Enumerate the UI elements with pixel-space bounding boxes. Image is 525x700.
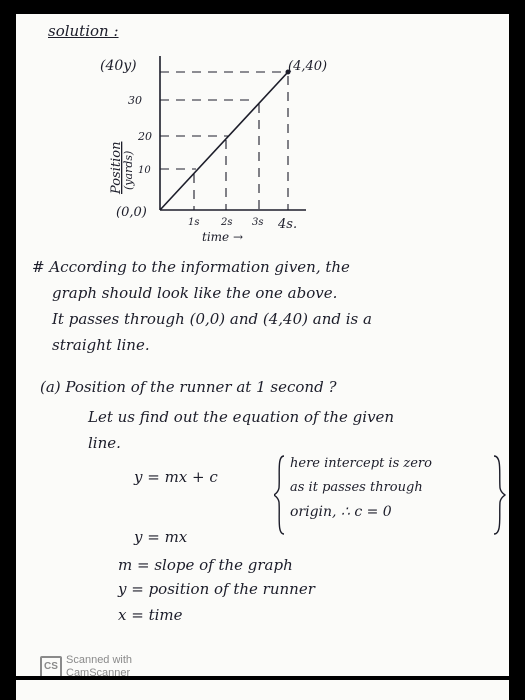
part-a-intro-2: line. — [88, 434, 121, 452]
intercept-note — [274, 452, 509, 542]
explanation-line-4: straight line. — [52, 336, 150, 354]
intercept-note-line-3: origin, ∴ c = 0 — [290, 504, 392, 520]
data-line — [160, 72, 288, 210]
intercept-note-line-2: as it passes through — [290, 480, 423, 495]
origin-label: (0,0) — [116, 205, 147, 220]
y-top-label: (40y) — [100, 58, 137, 74]
camscanner-logo-icon: CS — [40, 656, 62, 676]
explanation-line-2: graph should look like the one above. — [52, 284, 338, 302]
definition-y: y = position of the runner — [118, 580, 315, 598]
y-tick-30: 30 — [128, 94, 142, 107]
definition-x: x = time — [118, 606, 183, 624]
equation-1: y = mx + c — [134, 468, 218, 486]
x-tick-3: 3s — [252, 217, 264, 228]
x-tick-2: 2s — [221, 217, 233, 228]
watermark-line-1: Scanned with — [66, 654, 133, 666]
y-tick-10: 10 — [138, 165, 151, 176]
camscanner-watermark — [40, 654, 132, 676]
x-axis-label: time → — [202, 230, 244, 244]
y-axis-label: Position — [109, 141, 124, 194]
next-page-edge — [16, 680, 509, 700]
watermark-line-2: CamScanner — [66, 667, 131, 676]
explanation-line-1: # According to the information given, the — [32, 258, 350, 276]
y-axis-unit: (yards) — [122, 150, 135, 190]
scanned-page — [16, 14, 509, 676]
definition-m: m = slope of the graph — [118, 556, 293, 574]
solution-heading: solution : — [48, 22, 119, 40]
intercept-note-line-1: here intercept is zero — [290, 456, 432, 471]
part-a-intro-1: Let us find out the equation of the given — [88, 408, 395, 426]
position-time-graph — [16, 14, 509, 254]
x-tick-4: 4s. — [278, 217, 298, 232]
explanation-line-3: It passes through (0,0) and (4,40) and is a — [52, 310, 372, 328]
x-tick-1: 1s — [188, 217, 200, 228]
point-top-label: (4,40) — [288, 59, 328, 74]
part-a-question: (a) Position of the runner at 1 second ? — [40, 378, 337, 396]
equation-2: y = mx — [134, 528, 188, 546]
y-tick-20: 20 — [138, 130, 152, 143]
